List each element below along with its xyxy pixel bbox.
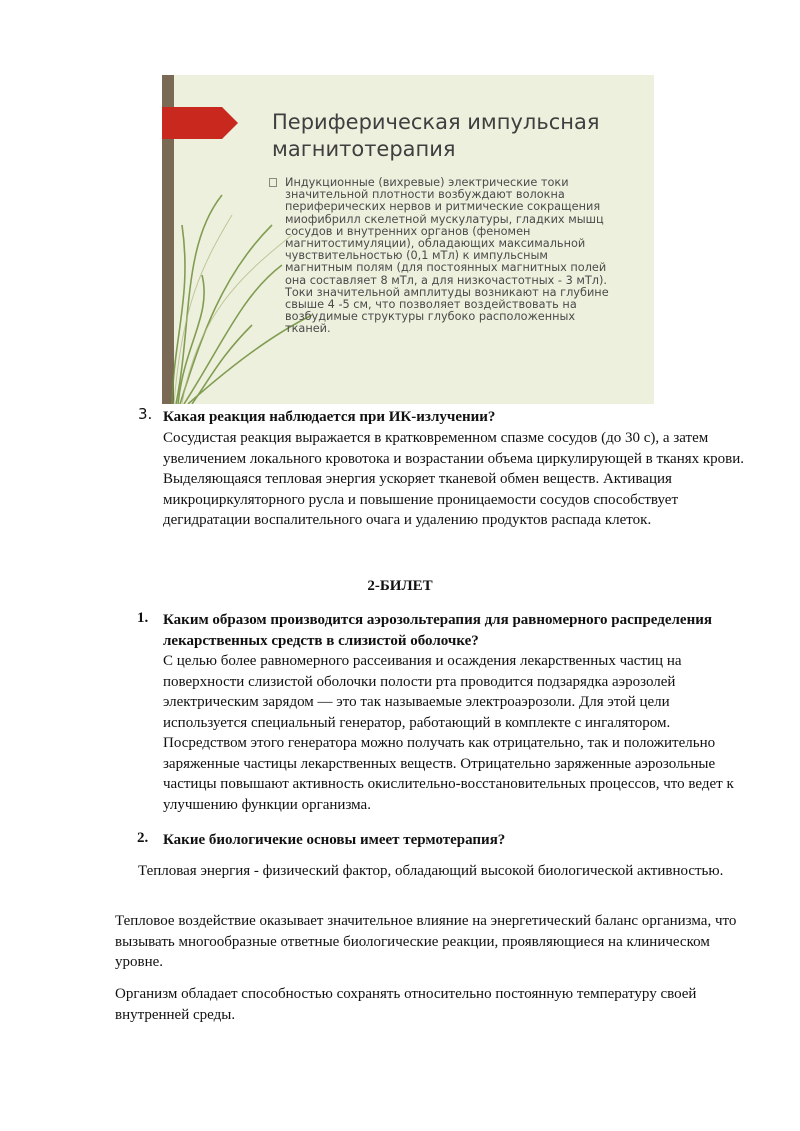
question2-number: 2. bbox=[137, 830, 149, 846]
paragraph: Тепловое воздействие оказывает значительное влияние на энергетический баланс организма, что вызывать многообразные ответные биологические реакции, проявляющиеся на клиническом уровне. bbox=[115, 913, 737, 970]
question1-number: 1. bbox=[137, 610, 149, 626]
question2-title: Какие биологичекие основы имеет термотерапия? bbox=[163, 832, 506, 848]
question3-answer: Сосудистая реакция выражается в кратковременном спазме сосудов (до 30 с), а затем увеличением локального кровотока и возрастании объема циркулирующей в тканях крови. Выделяющаяся тепловая энергия ускоряет тканевой обмен веществ. Активация микроциркуляторного русла и повышение проницаемости сосудов способствует дегидратации воспалительного очага и удалению продуктов распада клеток. bbox=[163, 430, 745, 528]
question3-number: 3. bbox=[138, 405, 153, 423]
ticket-heading: 2-БИЛЕТ bbox=[367, 578, 433, 594]
question1-answer: С целью более равномерного рассеивания и осаждения лекарственных частиц на поверхности слизистой оболочки полости рта проводится подзарядка аэрозолей электрическим зарядом — это так называемые электроаэрозоли. Для этой цели используется специальный генератор, работающий в комплекте с ингалятором. Посредством этого генератора можно получать как отрицательно, так и положительно заряженные частицы лекарственных веществ. Отрицательно заряженные аэрозольные частицы повышают активность окислительно-восстановительных процессов, что ведет к улучшению функции организма. bbox=[163, 653, 734, 813]
slide-title: Периферическая импульсная магнитотерапия bbox=[272, 110, 600, 161]
slide-bullet-icon bbox=[269, 178, 277, 187]
question1-title: Каким образом производится аэрозольтерапия для равномерного распределения лекарственных средств в слизистой оболочке? bbox=[163, 612, 712, 649]
paragraph: Организм обладает способностью сохранять относительно постоянную температуру своей внутренней среды. bbox=[115, 986, 697, 1023]
slide-image bbox=[162, 75, 654, 404]
question3-title: Какая реакция наблюдается при ИК-излучении? bbox=[163, 409, 496, 425]
slide-body-text: Индукционные (вихревые) электрические токи значительной плотности возбуждают волокна периферических нервов и ритмические сокращения миофибрилл скелетной мускулатуры, гладких мышц сосудов и внутренних органов (феномен магнитостимуляции), обладающих максимальной чувствительностью (0,1 мТл) к импульсным магнитным полям (для постоянных магнитных полей она составляет 8 мТл, а для низкочастотных - 3 мТл). Токи значительной амплитуды возникают на глубине свыше 4 -5 см, что позволяет воздействовать на возбудимые структуры глубоко расположенных тканей. bbox=[285, 176, 609, 336]
slide-arrow-icon bbox=[162, 107, 238, 139]
question2-answer: Тепловая энергия - физический фактор, обладающий высокой биологической активностью. bbox=[138, 863, 724, 879]
